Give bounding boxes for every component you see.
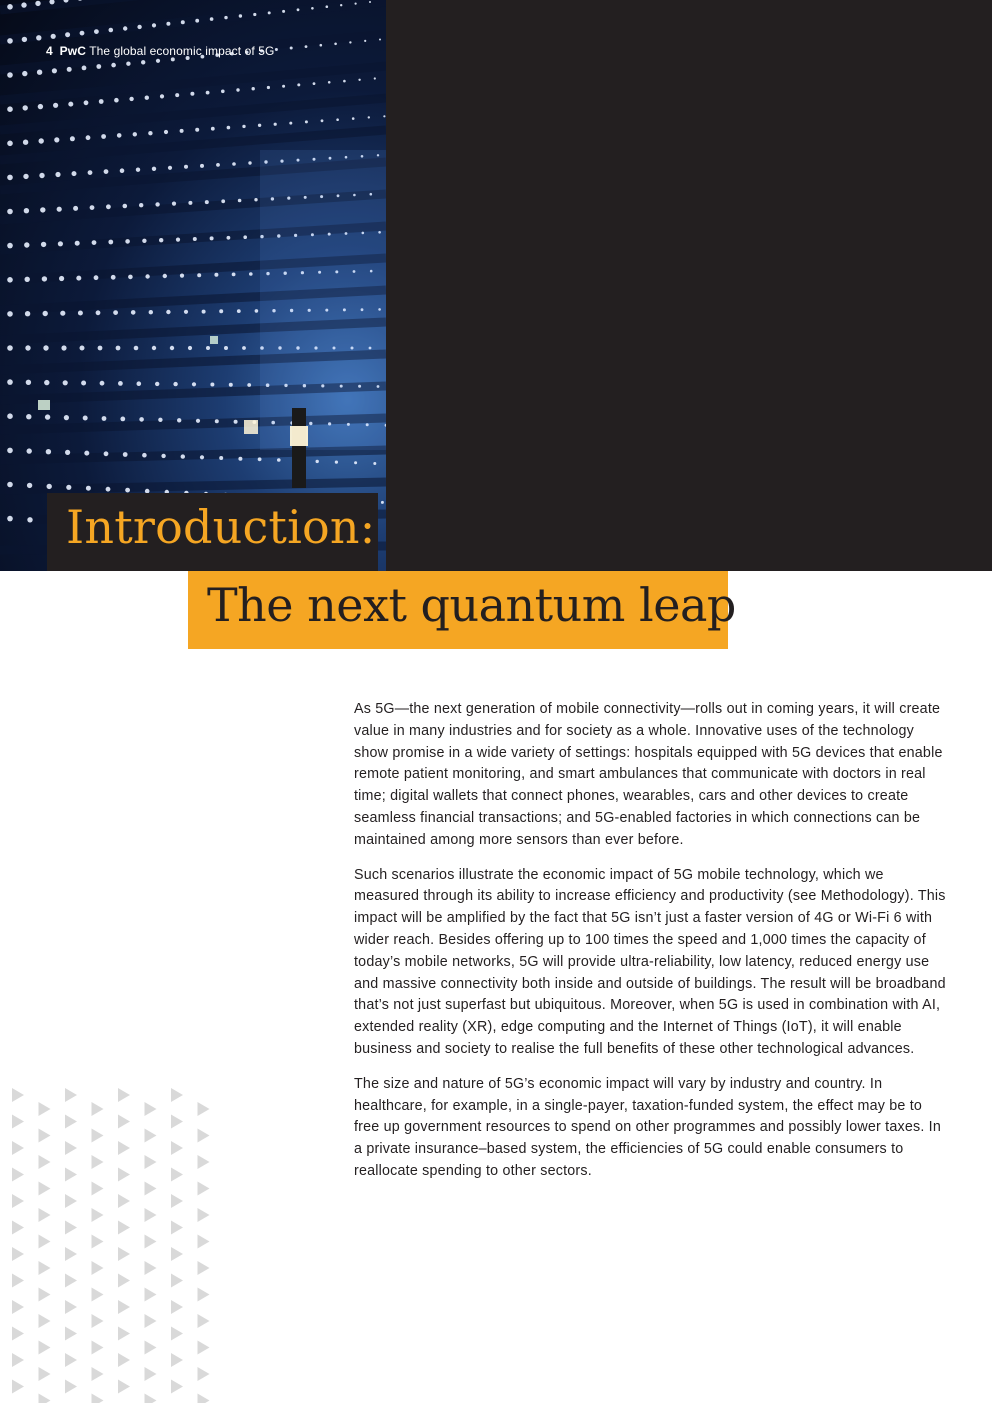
running-header	[46, 44, 274, 58]
paragraph: As 5G—the next generation of mobile connectivity—rolls out in coming years, it will create value in many industries and for society as a whole. Innovative uses of the technology show promise in a wide variety of settings: hospitals equipped with 5G devices that enable remote patient monitoring, and smart ambulances that communicate with doctors in real time; digital wallets that connect phones, wearables, cars and other devices to create seamless financial transactions; and 5G-enabled factories in which connections can be maintained among more sensors than ever before.	[354, 701, 943, 848]
body-text	[354, 699, 946, 1196]
paragraph: Such scenarios illustrate the economic impact of 5G mobile technology, which we measured through its ability to increase efficiency and productivity (see Methodology). This impact will be amplified by the fact that 5G isn’t just a faster version of 4G or Wi-Fi 6 with wider reach. Besides offering up to 100 times the speed and 1,000 times the capacity of today’s mobile networks, 5G will provide ultra-reliability, low latency, reduced energy use and massive connectivity both inside and outside of buildings. The result will be broadband that’s not just superfast but ubiquitous. Moreover, when 5G is used in combination with AI, extended reality (XR), edge computing and the Internet of Things (IoT), it will enable business and society to realise the full benefits of these other technological advances.	[354, 866, 946, 1057]
paragraph: The size and nature of 5G’s economic impact will vary by industry and country. In healthcare, for example, in a single-payer, taxation-funded system, the effect may be to free up government resources to spend on other programmes and possibly lower taxes. In a private insurance–based system, the efficiencies of 5G could enable consumers to reallocate spending to other sectors.	[354, 1075, 941, 1179]
led-lights-illustration	[0, 0, 386, 571]
document-title: The global economic impact of 5G	[89, 44, 275, 58]
dark-panel	[386, 0, 992, 571]
triangle-pattern-decoration	[0, 1080, 230, 1403]
page-title-line-2: The next quantum leap	[207, 578, 736, 632]
page-number: 4	[46, 44, 53, 58]
page-title-line-1: Introduction:	[66, 500, 376, 554]
hero-photo-led-corridor	[0, 0, 386, 571]
brand-name: PwC	[59, 44, 86, 58]
